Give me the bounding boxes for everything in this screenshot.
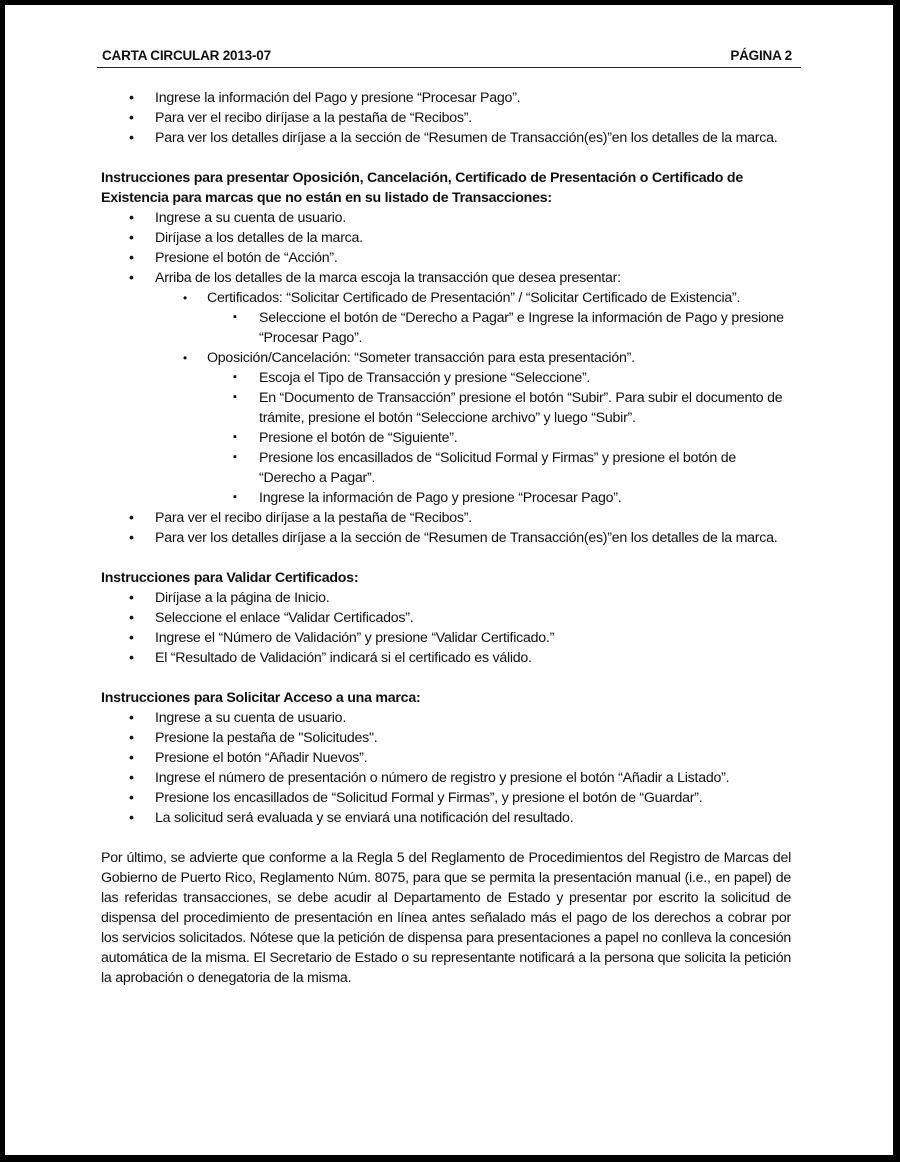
square-bullet-icon: ▪ (233, 391, 237, 403)
list-item: ▪ Seleccione el botón de “Derecho a Pagar” e Ingrese la información de Pago y presione “Procesar Pago”. (207, 308, 791, 348)
section-title-validar: Instrucciones para Validar Certificados: (101, 570, 359, 586)
intro-list (101, 88, 791, 148)
bullet-icon: • (129, 810, 134, 826)
list-item: • Para ver los detalles diríjase a la sección de “Resumen de Transacción(es)”en los detalles de la marca. (129, 130, 778, 146)
bullet-icon: • (129, 510, 134, 526)
section-title-oposicion: Instrucciones para presentar Oposición, Cancelación, Certificado de Presentación o Certificado de Existencia para marcas que no están en su listado de Transacciones: (101, 170, 743, 206)
list-item: • Para ver los detalles diríjase a la sección de “Resumen de Transacción(es)”en los detalles de la marca. (129, 530, 778, 546)
list-item: ▪ Ingrese la información de Pago y presione “Procesar Pago”. (207, 488, 791, 508)
list-item-oposicion: • Oposición/Cancelación: “Someter transacción para esta presentación”. ▪ Escoja el Tipo de Transacción y presione “Seleccione”. ▪ En “Documento de Transacción” presione el botón “Subir”. Para subir el documento de trámite, presione el botón “Seleccione archivo” y luego “Subir”. ▪ Presione el botón de “Siguiente”. ▪ Presione los encasillados de “Solicitud Formal y Firmas” y presione el botón de “Derecho a Pagar”. ▪ Ingrese la información de Pago y presione “Procesar Pago”. (155, 348, 791, 508)
list-item: ▪ Presione los encasillados de “Solicitud Formal y Firmas” y presione el botón de “Derecho a Pagar”. (207, 448, 791, 488)
list-item: • Arriba de los detalles de la marca escoja la transacción que desea presentar: • Certificados: “Solicitar Certificado de Presentación” / “Solicitar Certificado de Existencia”. ▪ Seleccione el botón de “Derecho a Pagar” e Ingrese la información de Pago y presione “Procesar Pago”. • Oposición/Cancelación: “Someter transacción para esta presentación”. ▪ Escoja el Tipo de Transacción y presione “Seleccione”. ▪ En “Documento de Transacción” presione el botón “Subir”. Para subir el documento de trámite, presione el botón “Seleccione archivo” y luego “Subir”. ▪ Presione el botón de “Siguiente”. ▪ Presione los encasillados de “Solicitud Formal y Firmas” y presione el botón de “Derecho a Pagar”. ▪ Ingrese la información de Pago y presione “Procesar Pago”. (101, 268, 791, 508)
transaction-types-list (155, 288, 791, 508)
list-item: • El “Resultado de Validación” indicará si el certificado es válido. (129, 650, 532, 666)
bullet-icon: • (129, 770, 134, 786)
bullet-icon: • (129, 630, 134, 646)
list-item: • Ingrese a su cuenta de usuario. (129, 710, 347, 726)
list-item: • La solicitud será evaluada y se enviará una notificación del resultado. (129, 810, 574, 826)
list-item: • Diríjase a los detalles de la marca. (129, 230, 363, 246)
list-item: • Ingrese el “Número de Validación” y presione “Validar Certificado.” (129, 630, 555, 646)
page-header (102, 48, 792, 63)
document-body (101, 88, 791, 988)
bullet-icon: • (129, 270, 134, 286)
list-item: • Ingrese el número de presentación o número de registro y presione el botón “Añadir a Listado”. (129, 770, 730, 786)
list-item: ▪ En “Documento de Transacción” presione el botón “Subir”. Para subir el documento de trámite, presione el botón “Seleccione archivo” y luego “Subir”. (207, 388, 791, 428)
bullet-icon: • (183, 351, 187, 365)
list-item: • Ingrese la información del Pago y presione “Procesar Pago”. (129, 90, 521, 106)
list-item: • Ingrese a su cuenta de usuario. (129, 210, 347, 226)
list-item: ▪ Escoja el Tipo de Transacción y presione “Seleccione”. (207, 368, 791, 388)
square-bullet-icon: ▪ (233, 311, 237, 323)
bullet-icon: • (129, 530, 134, 546)
bullet-icon: • (129, 790, 134, 806)
validar-list (101, 588, 791, 668)
page-number: PÁGINA 2 (730, 48, 792, 63)
bullet-icon: • (129, 250, 134, 266)
list-item: • Para ver el recibo diríjase a la pestaña de “Recibos”. (129, 110, 472, 126)
bullet-icon: • (129, 130, 134, 146)
list-item: ▪ Presione el botón de “Siguiente”. (207, 428, 791, 448)
oposicion-steps (207, 368, 791, 508)
oposicion-list (101, 208, 791, 548)
bullet-icon: • (183, 291, 187, 305)
list-item: • Para ver el recibo diríjase a la pestaña de “Recibos”. (129, 510, 472, 526)
bullet-icon: • (129, 230, 134, 246)
square-bullet-icon: ▪ (233, 451, 237, 463)
list-item: • Seleccione el enlace “Validar Certificados”. (129, 610, 414, 626)
bullet-icon: • (129, 650, 134, 666)
list-item: • Presione los encasillados de “Solicitud Formal y Firmas”, y presione el botón de “Guardar”. (129, 790, 703, 806)
list-item: • Presione el botón “Añadir Nuevos”. (129, 750, 368, 766)
bullet-icon: • (129, 590, 134, 606)
bullet-icon: • (129, 610, 134, 626)
square-bullet-icon: ▪ (233, 371, 237, 383)
closing-paragraph: Por último, se advierte que conforme a la Regla 5 del Reglamento de Procedimientos del Registro de Marcas del Gobierno de Puerto Rico, Reglamento Núm. 8075, para que se permita la presentación manual (i.e., en papel) de las referidas transacciones, se debe acudir al Departamento de Estado y presentar por escrito la solicitud de dispensa del procedimiento de presentación en línea antes señalado más el pago de los derechos a cobrar por los servicios solicitados. Nótese que la petición de dispensa para presentaciones a papel no conlleva la concesión automática de la misma. El Secretario de Estado o su representante notificará a la persona que solicita la petición la aprobación o denegatoria de la misma. (101, 850, 791, 986)
certificados-steps (207, 308, 791, 348)
section-title-acceso: Instrucciones para Solicitar Acceso a una marca: (101, 690, 421, 706)
list-item-certificados: • Certificados: “Solicitar Certificado de Presentación” / “Solicitar Certificado de Existencia”. ▪ Seleccione el botón de “Derecho a Pagar” e Ingrese la información de Pago y presione “Procesar Pago”. (155, 288, 791, 348)
square-bullet-icon: ▪ (233, 491, 237, 503)
bullet-icon: • (129, 710, 134, 726)
bullet-icon: • (129, 90, 134, 106)
list-item: • Diríjase a la página de Inicio. (129, 590, 330, 606)
bullet-icon: • (129, 750, 134, 766)
list-item: • Presione la pestaña de "Solicitudes". (129, 730, 378, 746)
square-bullet-icon: ▪ (233, 431, 237, 443)
bullet-icon: • (129, 110, 134, 126)
list-item: • Presione el botón de “Acción”. (129, 250, 338, 266)
bullet-icon: • (129, 210, 134, 226)
bullet-icon: • (129, 730, 134, 746)
acceso-list (101, 708, 791, 828)
header-divider (97, 67, 801, 68)
document-page (5, 5, 893, 1155)
circular-number: CARTA CIRCULAR 2013-07 (102, 48, 271, 63)
